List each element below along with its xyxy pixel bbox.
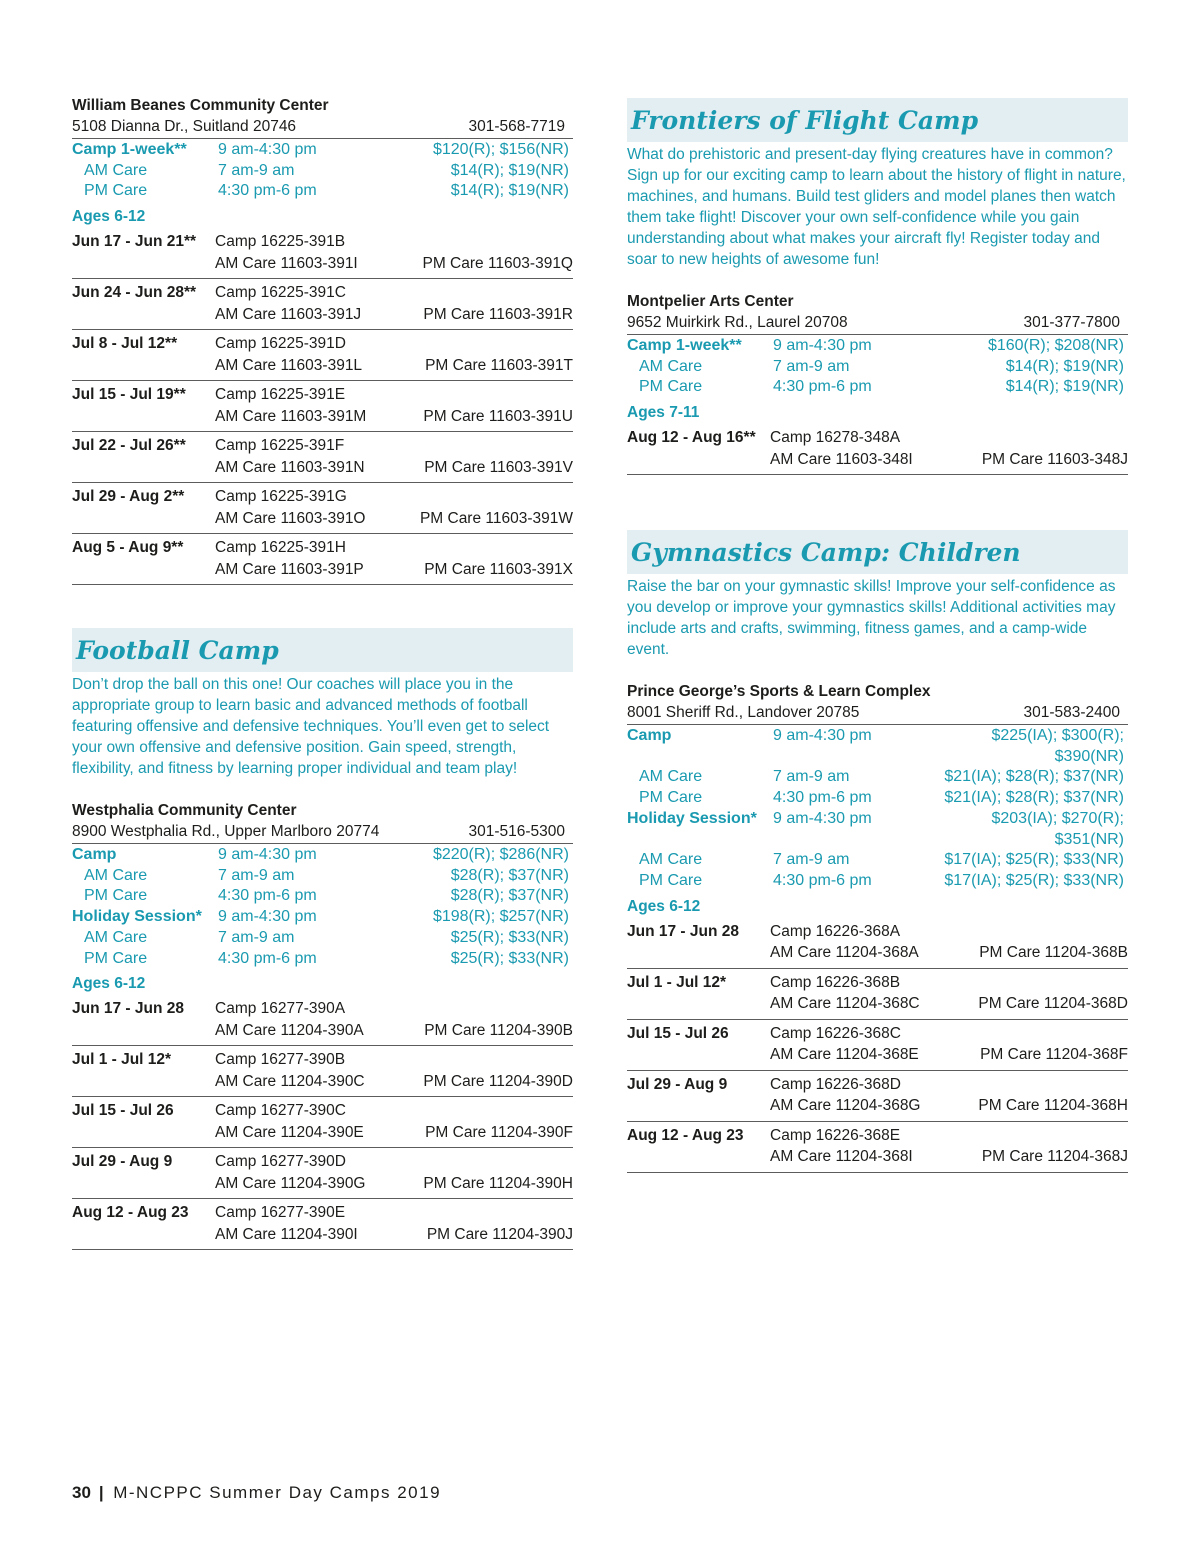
- session-row: [627, 918, 1128, 969]
- camp-code: Camp 16225-391G: [215, 488, 347, 506]
- rate-label: AM Care: [639, 768, 703, 786]
- pm-care-code: PM Care 11204-368D: [978, 995, 1128, 1013]
- session-list: [72, 995, 573, 1250]
- center-name: Prince George’s Sports & Learn Complex: [627, 683, 931, 700]
- session-date: Jun 17 - Jun 28: [72, 1000, 184, 1018]
- am-care-code: AM Care 11204-368A: [770, 944, 919, 962]
- am-care-code: AM Care 11204-390C: [215, 1072, 365, 1090]
- center-address: 8001 Sheriff Rd., Landover 20785: [627, 704, 860, 721]
- session-list: [72, 228, 573, 585]
- rate-time: 9 am-4:30 pm: [773, 337, 872, 354]
- center-name: Montpelier Arts Center: [627, 293, 794, 310]
- page-number: 30: [72, 1483, 91, 1502]
- section-banner: [72, 628, 573, 672]
- footer-separator: |: [98, 1483, 106, 1502]
- am-care-code: AM Care 11603-391I: [215, 254, 358, 272]
- section-title: Football Camp: [76, 635, 279, 665]
- session-row: [627, 1020, 1128, 1071]
- football-section: [72, 628, 573, 1250]
- am-care-code: AM Care 11603-391N: [215, 458, 365, 476]
- session-date: Jul 1 - Jul 12*: [627, 973, 727, 991]
- am-care-code: AM Care 11204-390I: [215, 1225, 358, 1243]
- pm-care-code: PM Care 11204-390J: [426, 1225, 573, 1243]
- session-row: [72, 1046, 573, 1097]
- camp-code: Camp 16278-348A: [770, 429, 901, 447]
- pm-care-code: PM Care 11603-391T: [425, 356, 573, 374]
- rate-row: [627, 377, 1128, 398]
- rate-price: $225(IA); $300(R); $390(NR): [991, 727, 1124, 765]
- camp-code: Camp 16225-391C: [215, 284, 346, 302]
- camp-code: Camp 16226-368A: [770, 922, 901, 940]
- camp-code: Camp 16226-368D: [770, 1075, 901, 1093]
- rate-time: 4:30 pm-6 pm: [773, 789, 872, 807]
- session-date: Jul 15 - Jul 19**: [72, 386, 186, 404]
- rate-time: 4:30 pm-6 pm: [773, 871, 872, 889]
- rate-price: $25(R); $33(NR): [450, 928, 569, 946]
- rate-time: 7 am-9 am: [773, 851, 850, 869]
- session-date: Jul 22 - Jul 26**: [72, 437, 186, 455]
- rate-label: PM Care: [84, 887, 148, 905]
- session-row: [72, 483, 573, 534]
- am-care-code: AM Care 11204-390A: [215, 1021, 364, 1039]
- session-list: [627, 424, 1128, 475]
- am-care-code: AM Care 11204-390G: [215, 1174, 366, 1192]
- center-address: 8900 Westphalia Rd., Upper Marlboro 20774: [72, 823, 380, 840]
- pm-care-code: PM Care 11603-391R: [423, 305, 573, 323]
- rate-label: AM Care: [639, 851, 703, 869]
- pm-care-code: PM Care 11204-390B: [424, 1021, 573, 1039]
- rate-time: 4:30 pm-6 pm: [218, 949, 317, 967]
- am-care-code: AM Care 11204-368C: [770, 995, 920, 1013]
- center-phone: 301-377-7800: [1023, 314, 1120, 331]
- page-footer: [72, 1483, 441, 1503]
- session-date: Jul 29 - Aug 9: [72, 1153, 173, 1171]
- rate-row: [72, 866, 573, 887]
- pm-care-code: PM Care 11204-368J: [981, 1148, 1128, 1166]
- rate-row: [627, 788, 1128, 809]
- rate-time: 7 am-9 am: [773, 768, 850, 786]
- rate-time: 9 am-4:30 pm: [218, 908, 317, 926]
- rate-label: Camp: [72, 846, 117, 863]
- rate-price: $17(IA); $25(R); $33(NR): [944, 851, 1124, 869]
- section-title: Gymnastics Camp: Children: [631, 537, 1021, 567]
- camp-code: Camp 16225-391F: [215, 437, 345, 455]
- session-row: [72, 995, 573, 1046]
- rate-table: [72, 845, 573, 969]
- pm-care-code: PM Care 11603-391V: [424, 458, 573, 476]
- rate-label: AM Care: [84, 928, 148, 946]
- session-row: [72, 381, 573, 432]
- rate-time: 4:30 pm-6 pm: [773, 378, 872, 396]
- am-care-code: AM Care 11603-391M: [215, 407, 367, 425]
- rate-time: 9 am-4:30 pm: [218, 141, 317, 158]
- rate-row: [72, 161, 573, 182]
- section-banner: [627, 530, 1128, 574]
- rate-row: [72, 140, 573, 161]
- rate-label: Holiday Session*: [72, 908, 202, 926]
- rate-label: AM Care: [639, 357, 703, 375]
- rate-label: AM Care: [84, 866, 148, 884]
- session-list: [627, 918, 1128, 1173]
- center-name: William Beanes Community Center: [72, 97, 329, 114]
- rate-price: $14(R); $19(NR): [450, 161, 569, 179]
- rate-price: $28(R); $37(NR): [450, 887, 569, 905]
- rate-time: 7 am-9 am: [218, 928, 295, 946]
- rate-time: 7 am-9 am: [218, 161, 295, 179]
- rate-row: [627, 336, 1128, 357]
- center-name: Westphalia Community Center: [72, 802, 297, 819]
- camp-code: Camp 16225-391D: [215, 335, 346, 353]
- session-date: Jul 15 - Jul 26: [72, 1102, 174, 1120]
- rate-label: AM Care: [84, 161, 148, 179]
- rate-row: [627, 850, 1128, 871]
- rate-time: 9 am-4:30 pm: [773, 727, 872, 744]
- rate-time: 4:30 pm-6 pm: [218, 182, 317, 200]
- ages-label: Ages 6-12: [72, 975, 146, 993]
- section-description: Raise the bar on your gymnastic skills! Improve your self-confidence as you develop or improve your gymnastics skills! Additional activities may include arts and crafts, swimming, fitness games, and a camp-wide event.: [627, 578, 1116, 658]
- pm-care-code: PM Care 11204-390H: [423, 1174, 573, 1192]
- rate-table: [627, 726, 1128, 892]
- pm-care-code: PM Care 11603-391X: [424, 560, 573, 578]
- rate-time: 9 am-4:30 pm: [218, 846, 317, 863]
- center-address: 9652 Muirkirk Rd., Laurel 20708: [627, 314, 848, 331]
- camp-code: Camp 16225-391E: [215, 386, 346, 404]
- rate-price: $28(R); $37(NR): [450, 866, 569, 884]
- rate-price: $17(IA); $25(R); $33(NR): [944, 871, 1124, 889]
- rate-label: PM Care: [639, 871, 703, 889]
- center-phone: 301-516-5300: [468, 823, 565, 840]
- session-row: [627, 1071, 1128, 1122]
- rate-label: Camp 1-week**: [72, 141, 187, 158]
- rate-table: [72, 140, 573, 202]
- session-row: [627, 1122, 1128, 1173]
- pm-care-code: PM Care 11603-391Q: [422, 254, 573, 272]
- session-row: [72, 228, 573, 279]
- pm-care-code: PM Care 11603-348J: [981, 450, 1128, 468]
- am-care-code: AM Care 11603-391O: [215, 509, 366, 527]
- center-address-row: [72, 116, 573, 139]
- session-row: [72, 279, 573, 330]
- center-phone: 301-583-2400: [1023, 704, 1120, 721]
- ages-label: Ages 7-11: [627, 404, 700, 422]
- session-row: [72, 1097, 573, 1148]
- session-date: Jul 15 - Jul 26: [627, 1024, 729, 1042]
- rate-row: [627, 809, 1128, 850]
- camp-code: Camp 16277-390D: [215, 1153, 346, 1171]
- rate-row: [72, 181, 573, 202]
- pm-care-code: PM Care 11204-368H: [978, 1097, 1128, 1115]
- am-care-code: AM Care 11603-391J: [215, 305, 362, 323]
- am-care-code: AM Care 11204-368G: [770, 1097, 921, 1115]
- beanes-section: [72, 96, 573, 585]
- session-date: Jul 29 - Aug 9: [627, 1075, 728, 1093]
- session-row: [72, 1199, 573, 1250]
- rate-price: $14(R); $19(NR): [450, 182, 569, 200]
- camp-code: Camp 16226-368C: [770, 1024, 901, 1042]
- session-date: Jun 17 - Jun 21**: [72, 233, 197, 251]
- rate-label: Camp: [627, 727, 672, 744]
- session-row: [72, 330, 573, 381]
- am-care-code: AM Care 11603-391P: [215, 560, 364, 578]
- rate-time: 9 am-4:30 pm: [773, 809, 872, 827]
- session-date: Jun 24 - Jun 28**: [72, 284, 197, 302]
- ages-label: Ages 6-12: [627, 897, 701, 915]
- session-row: [627, 424, 1128, 475]
- rate-row: [72, 928, 573, 949]
- am-care-code: AM Care 11204-368E: [770, 1046, 919, 1064]
- rate-row: [627, 726, 1128, 767]
- am-care-code: AM Care 11204-368I: [770, 1148, 913, 1166]
- session-date: Aug 5 - Aug 9**: [72, 539, 184, 557]
- rate-label: Camp 1-week**: [627, 337, 742, 354]
- pm-care-code: PM Care 11204-368F: [980, 1046, 1128, 1064]
- session-row: [72, 432, 573, 483]
- rate-row: [627, 767, 1128, 788]
- rate-price: $14(R); $19(NR): [1005, 357, 1124, 375]
- rate-price: $14(R); $19(NR): [1005, 378, 1124, 396]
- section-banner: [627, 98, 1128, 142]
- rate-time: 7 am-9 am: [218, 866, 295, 884]
- rate-price: $25(R); $33(NR): [450, 949, 569, 967]
- section-title: Frontiers of Flight Camp: [631, 105, 979, 135]
- session-date: Aug 12 - Aug 23: [627, 1126, 744, 1144]
- session-date: Aug 12 - Aug 23: [72, 1204, 189, 1222]
- session-row: [72, 1148, 573, 1199]
- center-address: 5108 Dianna Dr., Suitland 20746: [72, 118, 297, 135]
- rate-row: [72, 949, 573, 970]
- camp-code: Camp 16277-390B: [215, 1051, 346, 1069]
- rate-price: $21(IA); $28(R); $37(NR): [944, 789, 1124, 807]
- camp-code: Camp 16226-368E: [770, 1126, 901, 1144]
- camp-code: Camp 16277-390C: [215, 1102, 346, 1120]
- rate-price: $160(R); $208(NR): [987, 337, 1124, 354]
- rate-price: $203(IA); $270(R); $351(NR): [991, 809, 1124, 848]
- camp-code: Camp 16226-368B: [770, 973, 901, 991]
- session-date: Jul 1 - Jul 12*: [72, 1051, 172, 1069]
- session-date: Aug 12 - Aug 16**: [627, 429, 756, 447]
- section-description: Don’t drop the ball on this one! Our coaches will place you in the appropriate group to learn basic and advanced methods of football featuring offensive and defensive techniques. You’ll even get to select your own offensive and defensive position. Gain speed, strength, flexibility, and fitness by learning proper individual and team play!: [72, 676, 550, 777]
- rate-row: [627, 357, 1128, 378]
- rate-row: [72, 886, 573, 907]
- rate-time: 4:30 pm-6 pm: [218, 887, 317, 905]
- rate-row: [72, 907, 573, 928]
- session-row: [72, 534, 573, 585]
- am-care-code: AM Care 11603-391L: [215, 356, 363, 374]
- center-address-row: [627, 312, 1128, 335]
- am-care-code: AM Care 11204-390E: [215, 1123, 364, 1141]
- pm-care-code: PM Care 11204-390D: [423, 1072, 573, 1090]
- camp-code: Camp 16225-391B: [215, 233, 346, 251]
- flight-section: [627, 98, 1128, 475]
- camp-code: Camp 16225-391H: [215, 539, 346, 557]
- rate-label: Holiday Session*: [627, 809, 757, 827]
- rate-label: PM Care: [639, 789, 703, 807]
- pm-care-code: PM Care 11603-391W: [419, 509, 573, 527]
- gymnastics-section: [627, 530, 1128, 1173]
- rate-time: 7 am-9 am: [773, 357, 850, 375]
- rate-row: [72, 845, 573, 866]
- session-date: Jul 29 - Aug 2**: [72, 488, 185, 506]
- rate-price: $120(R); $156(NR): [432, 141, 569, 158]
- rate-label: PM Care: [84, 182, 148, 200]
- rate-price: $21(IA); $28(R); $37(NR): [944, 768, 1124, 786]
- pm-care-code: PM Care 11204-390F: [425, 1123, 573, 1141]
- section-description: What do prehistoric and present-day flying creatures have in common? Sign up for our exciting camp to learn about the history of flight in nature, machines, and humans. Build test gliders and model planes then watch them take flight! Discover your own self-confidence while you gain understanding about what makes your aircraft fly! Register today and soar to new heights of awesome fun!: [627, 146, 1126, 268]
- rate-row: [627, 871, 1128, 892]
- pm-care-code: PM Care 11603-391U: [423, 407, 573, 425]
- pm-care-code: PM Care 11204-368B: [979, 944, 1128, 962]
- am-care-code: AM Care 11603-348I: [770, 450, 913, 468]
- session-date: Jul 8 - Jul 12**: [72, 335, 178, 353]
- rate-price: $198(R); $257(NR): [432, 908, 569, 926]
- ages-label: Ages 6-12: [72, 208, 146, 226]
- camp-code: Camp 16277-390E: [215, 1204, 346, 1222]
- center-address-row: [627, 702, 1128, 725]
- rate-label: PM Care: [639, 378, 703, 396]
- session-row: [627, 969, 1128, 1020]
- camp-code: Camp 16277-390A: [215, 1000, 346, 1018]
- rate-label: PM Care: [84, 949, 148, 967]
- center-phone: 301-568-7719: [468, 118, 565, 135]
- rate-table: [627, 336, 1128, 398]
- rate-price: $220(R); $286(NR): [432, 846, 569, 863]
- session-date: Jun 17 - Jun 28: [627, 922, 739, 940]
- footer-title: M-NCPPC Summer Day Camps 2019: [113, 1483, 442, 1502]
- center-address-row: [72, 821, 573, 844]
